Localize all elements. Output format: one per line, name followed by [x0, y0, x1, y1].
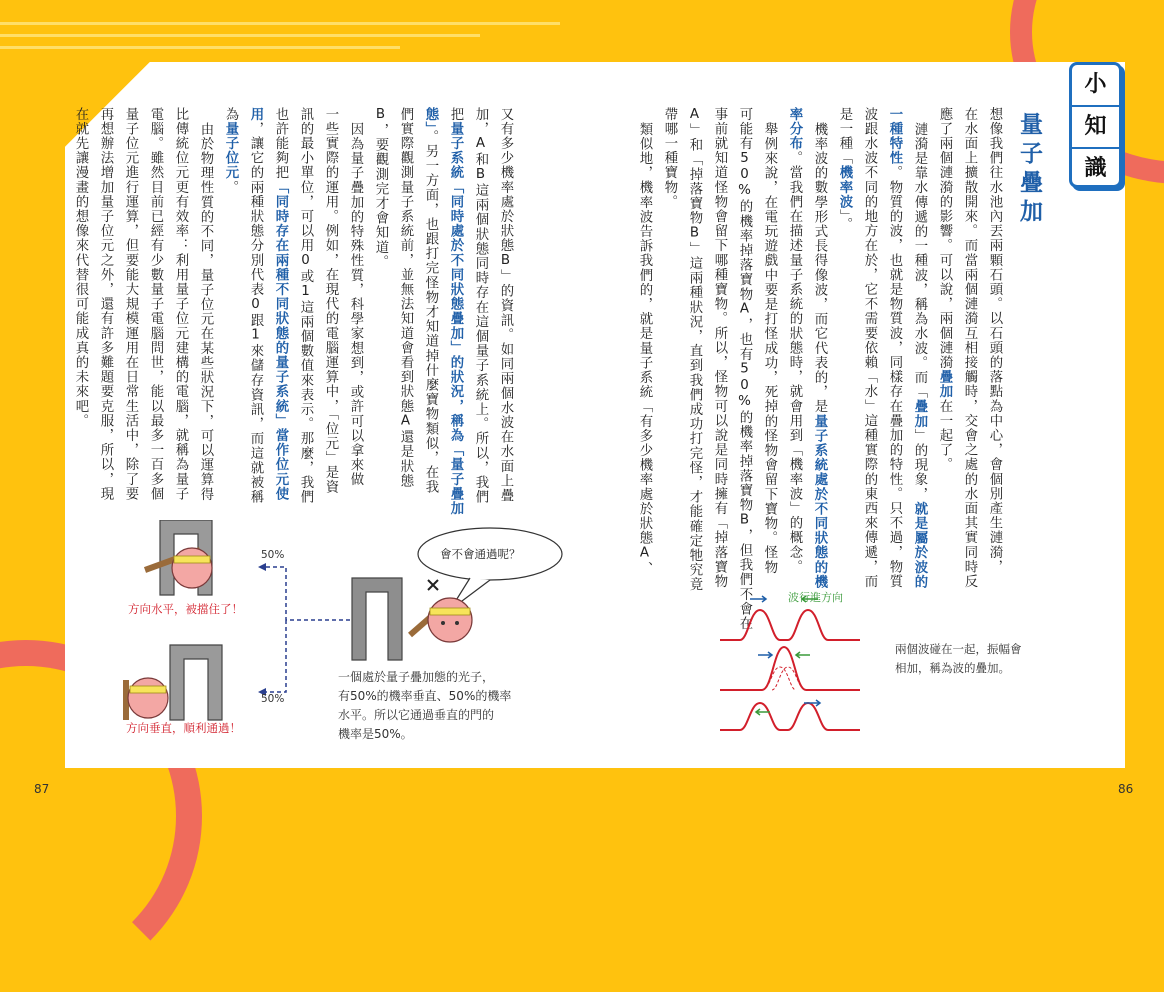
page-number-right: 86	[1118, 782, 1134, 796]
wave-superposition-figure	[700, 585, 880, 750]
highlight: 「同時存在兩種不同狀態的量子系統」當作位元使	[273, 180, 288, 502]
text-column: B，要觀測完才會知道。	[373, 107, 388, 270]
bg-stripe	[0, 34, 480, 37]
text-column: 因為量子疊加的特殊性質，科學家想到，或許可以拿來做	[348, 122, 363, 487]
caption-line: 機率是50%。	[338, 727, 413, 741]
text-column: 由於物理性質的不同，量子位元在某些狀況下，可以運算得	[198, 122, 213, 502]
text-column: 在水面上擴散開來。而當兩個漣漪互相接觸時，交會之處的水面其實同時反	[962, 107, 977, 589]
highlight: 量子系統「同時處於不同狀態疊加」的狀況，稱為「量子疊加	[448, 121, 463, 516]
horizontal-door	[145, 520, 212, 595]
text-column: A」和「掉落寶物B」這兩種狀況，直到我們成功打完怪，才能確定牠究竟	[687, 107, 702, 592]
wave-caption	[895, 640, 1022, 678]
text-column: 帶哪一種寶物。	[662, 107, 677, 210]
text-column	[882, 107, 907, 589]
wave-curve	[720, 610, 860, 640]
caption-line: 有50%的機率垂直、50%的機率	[338, 689, 512, 703]
wave-curve	[720, 647, 860, 690]
text-column	[907, 122, 932, 589]
text: 。物質的波，也就是物質波，同樣存在疊加的特性。只不過，物質	[887, 165, 902, 589]
highlight: 就是屬於波的	[912, 501, 927, 590]
result-vertical: 方向垂直，順利通過！	[126, 721, 241, 735]
text: 把	[448, 107, 463, 122]
caption-line: 水平。所以它通過垂直的門的	[338, 708, 495, 722]
branch-connector	[260, 567, 350, 692]
text: 」。	[837, 209, 852, 232]
text-column	[782, 107, 807, 574]
wave-curve-dashed	[762, 667, 806, 690]
text: 。	[223, 180, 238, 195]
section-badge	[1069, 62, 1122, 188]
badge-char: 識	[1084, 156, 1107, 181]
text-column: 波跟水波不同的地方在於，它不需要依賴「水」這種實際的東西來傳遞，而	[862, 107, 877, 589]
page-number-left: 87	[34, 782, 50, 796]
text-column: 在就先讓漫畫的想像來代替很可能成真的未來吧。	[73, 107, 88, 429]
text: 機率波的數學形式長得像波，而它代表的，是	[812, 122, 827, 414]
arrow-right-icon	[750, 596, 766, 602]
text-column: 想像我們往水池內丟兩顆石頭。以石頭的落點為中心，會個別產生漣漪，	[987, 107, 1002, 575]
page-title: 量子疊加	[1016, 112, 1042, 228]
text-column: 電腦。雖然目前已經有少數量子電腦問世，能以最多一百多個	[148, 107, 163, 502]
wave-direction-label: 波行進方向	[788, 591, 843, 604]
text: 漣漪是靠水傳遞的一種波，稱為水波。而「	[912, 122, 927, 400]
text-column: 比傳統位元更有效率：利用量子位元建構的電腦，就稱為量子	[173, 107, 188, 502]
text: 為	[223, 107, 238, 122]
arrow-right-icon	[758, 652, 772, 658]
text: 。另一方面，也跟打完怪物才知道掉什麼寶物類似，在我	[423, 129, 438, 495]
highlight: 量子系統處於不同狀態的機	[812, 414, 827, 590]
text-column: 訊的最小單位，可以用0或1這兩個數值來表示。那麼，我們	[298, 107, 313, 505]
highlight: 態」	[423, 107, 438, 130]
bg-stripe	[0, 46, 400, 49]
text-column: 再想辦法增加量子位元之外，還有許多難題要克服，所以，現	[98, 107, 113, 502]
highlight: 疊加	[912, 399, 927, 429]
text-column	[932, 107, 957, 472]
text: 是一種「	[837, 107, 852, 166]
wave-stage-2	[720, 647, 860, 690]
speech-text: 會不會通過呢？	[440, 547, 521, 561]
badge-char: 小	[1072, 65, 1119, 107]
highlight: 率分布	[787, 107, 802, 151]
text-column	[443, 107, 468, 516]
text: 。當我們在描述量子系統的狀態時，就會用到「機率波」的概念。	[787, 150, 802, 575]
highlight: 一種特性	[887, 107, 902, 166]
caption-line: 相加，稱為波的疊加。	[895, 661, 1010, 675]
probability-top: 50%	[261, 549, 285, 561]
text: 應了兩個漣漪的影響。可以說，兩個漣漪	[937, 107, 952, 370]
text-column	[832, 107, 857, 232]
highlight: 機率波	[837, 165, 852, 210]
bg-stripe	[0, 22, 560, 25]
text-column	[807, 122, 832, 589]
caption-line: 一個處於量子疊加態的光子，	[338, 670, 495, 684]
wave-curve	[720, 703, 860, 730]
text-column	[218, 107, 243, 195]
text-column: 可能有50%的機率掉落寶物A，也有50%的機率掉落寶物B，但我們不會在	[737, 107, 752, 631]
text-column	[418, 107, 443, 495]
text-column	[268, 107, 293, 501]
wave-stage-3	[720, 700, 860, 730]
text: 在一起了。	[937, 399, 952, 473]
vertical-door	[352, 578, 402, 660]
highlight: 疊加	[937, 369, 952, 400]
result-horizontal: 方向水平，被擋住了！	[128, 602, 243, 616]
text-column: 量子位元進行運算，但要能大規模運用在日常生活中，除了要	[123, 107, 138, 502]
text-column	[243, 107, 268, 504]
arrow-left-icon	[796, 652, 810, 658]
caption-line: 兩個波碰在一起，振幅會	[895, 642, 1022, 656]
text-column: 加，A和B這兩個狀態同時存在這個量子系統上。所以，我們	[473, 107, 488, 505]
badge-char: 知	[1072, 107, 1119, 149]
text-column: 又有多少機率處於狀態B」的資訊。如同兩個水波在水面上疊	[498, 107, 513, 503]
text-column: 們實際觀測量子系統前，並無法知道會看到狀態A還是狀態	[398, 107, 413, 489]
highlight: 量子位元	[223, 121, 238, 181]
text-column: 舉例來說，在電玩遊戲中要是打怪成功，死掉的怪物會留下寶物。怪物	[762, 122, 777, 575]
passing-door	[126, 645, 222, 720]
highlight: 用	[248, 107, 263, 122]
photon-caption	[338, 668, 511, 744]
arrow-left-icon	[258, 563, 266, 571]
text: 也許能夠把	[273, 107, 288, 180]
text-column: 一些實際的運用。例如，在現代的電腦運算中，「位元」是資	[323, 107, 338, 495]
text-column: 事前就知道怪物會留下哪種寶物。所以，怪物可以說是同時擁有「掉落寶物	[712, 107, 727, 589]
probability-bottom: 50%	[261, 693, 285, 705]
text: ，讓它的兩種狀態分別代表0跟1來儲存資訊，而這就被稱	[248, 121, 263, 505]
text: 」的現象，	[912, 428, 927, 502]
text-column: 類似地，機率波告訴我們的，就是量子系統「有多少機率處於狀態A、	[637, 122, 652, 577]
